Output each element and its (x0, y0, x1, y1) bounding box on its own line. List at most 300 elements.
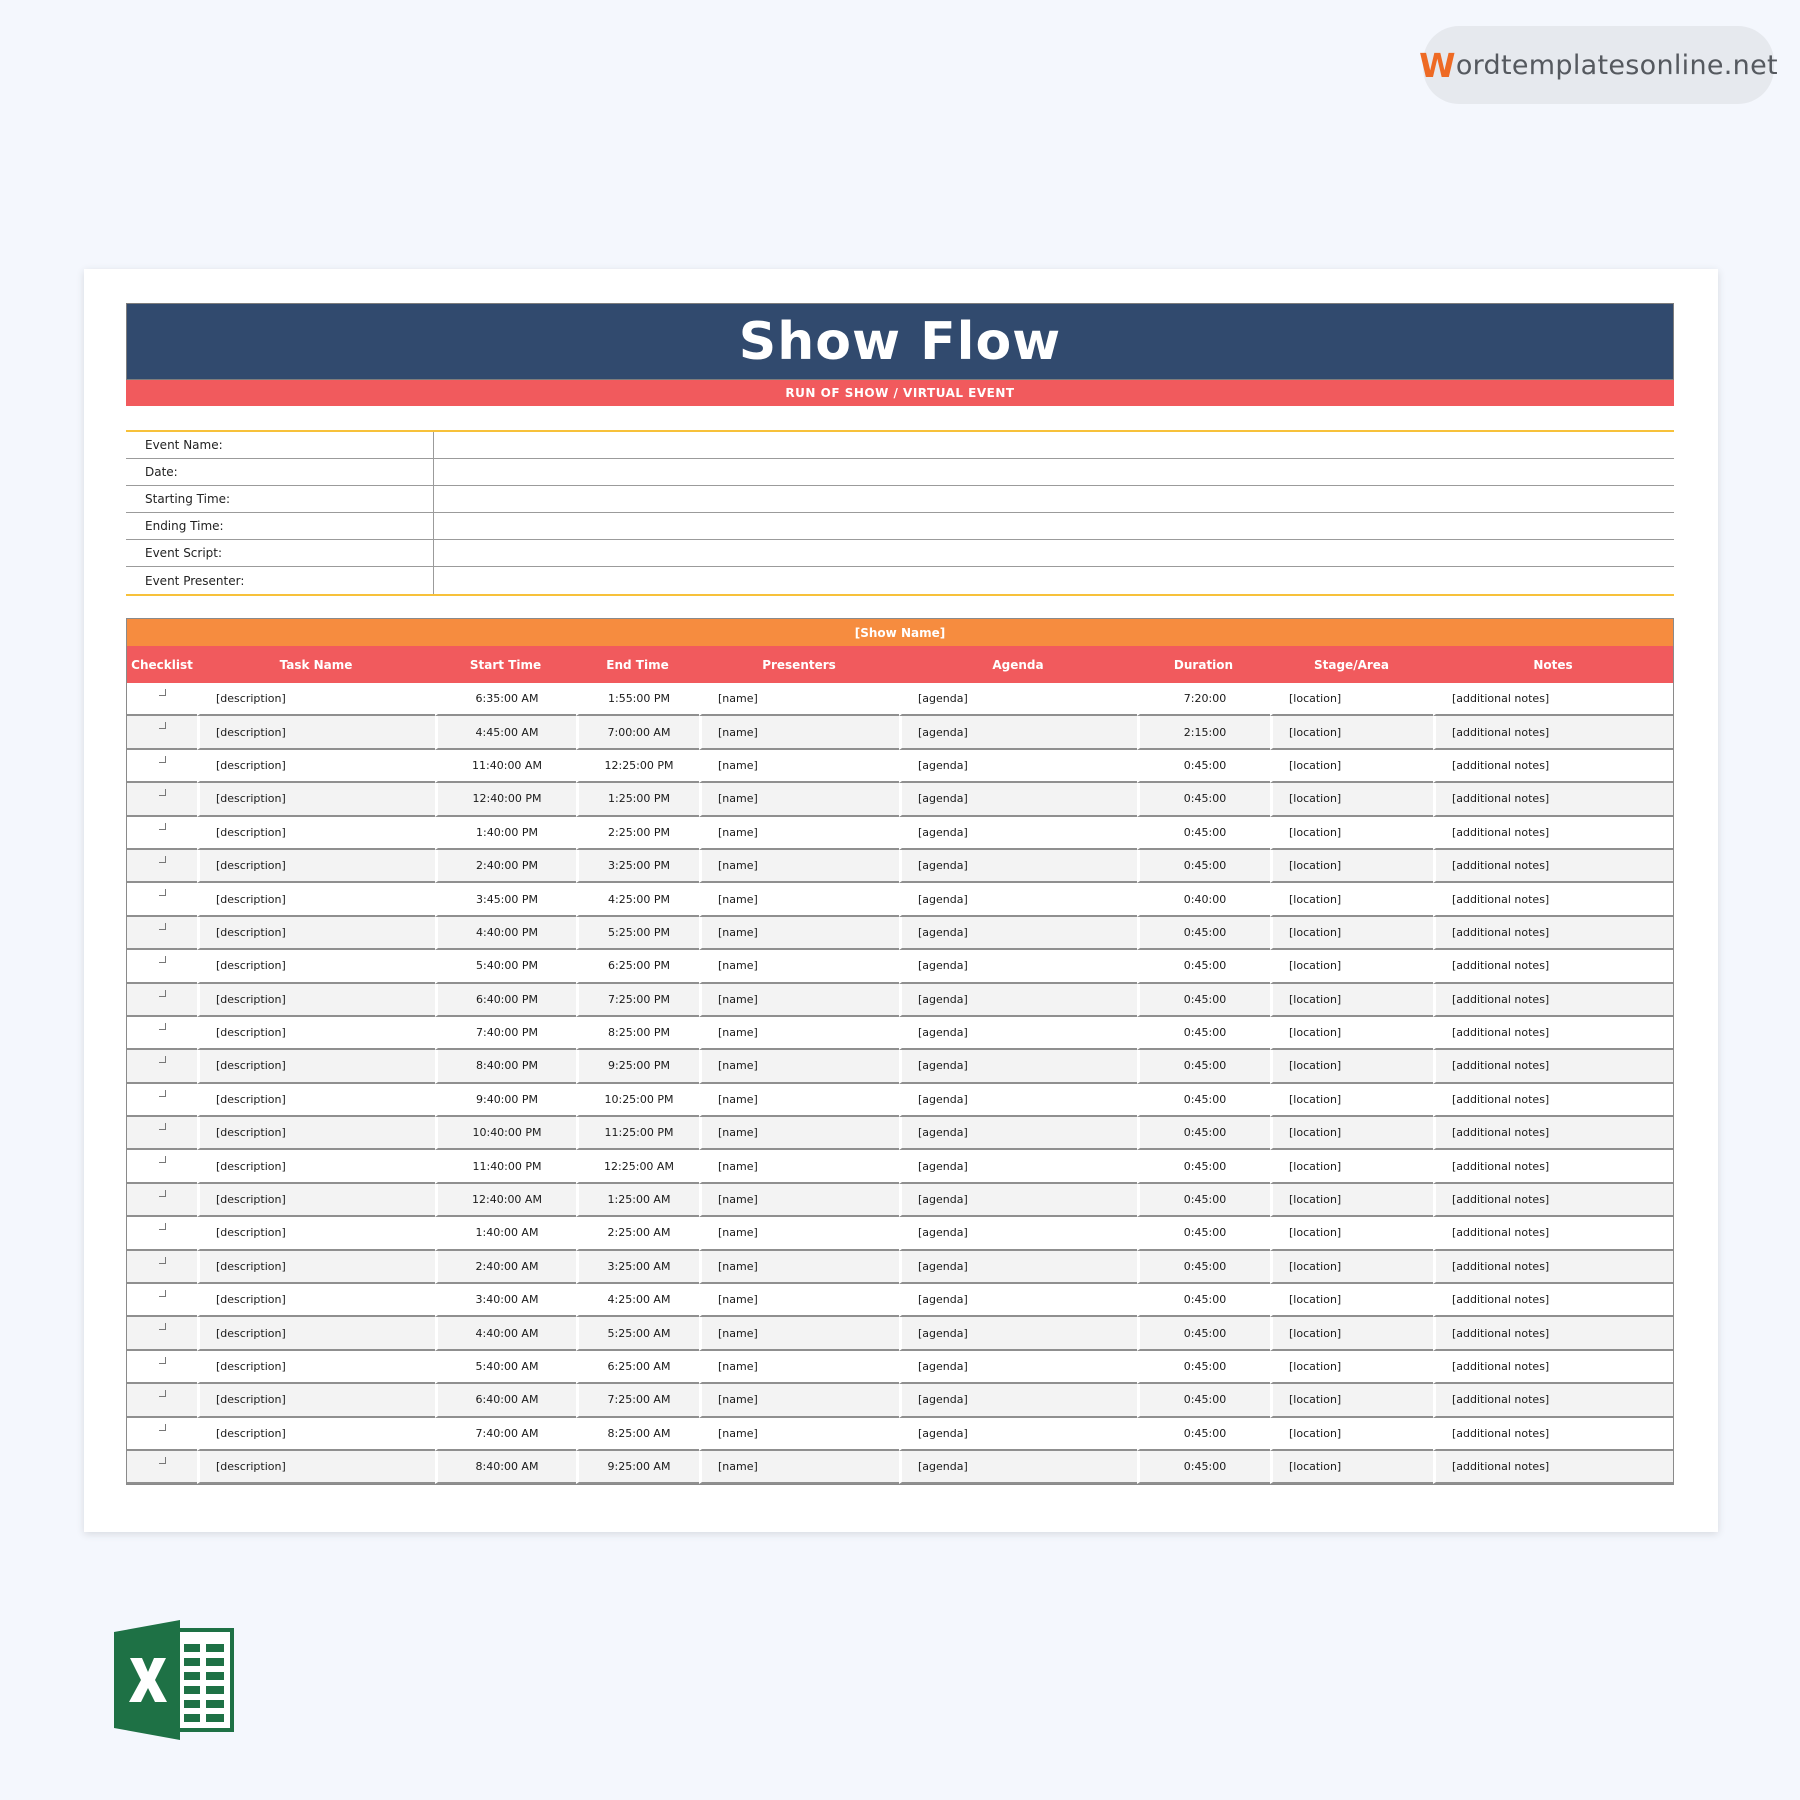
table-row (127, 1184, 1673, 1217)
document-page (84, 269, 1718, 1532)
brand-logo-text: ordtemplatesonline.net (1455, 49, 1778, 81)
agenda-cell: [agenda] (899, 1050, 1137, 1083)
stage-cell: [location] (1270, 984, 1433, 1017)
duration-cell: 2:15:00 (1137, 716, 1270, 749)
agenda-cell: [agenda] (899, 1418, 1137, 1451)
checkbox-icon[interactable] (159, 856, 166, 863)
agenda-cell: [agenda] (899, 817, 1137, 850)
start-time-cell: 5:40:00 PM (435, 950, 576, 983)
checklist-cell[interactable] (127, 716, 197, 749)
task-name-cell: [description] (197, 984, 435, 1017)
start-time-cell: 10:40:00 PM (435, 1117, 576, 1150)
checklist-cell[interactable] (127, 683, 197, 716)
presenter-cell: [name] (699, 883, 899, 916)
duration-cell: 0:45:00 (1137, 1251, 1270, 1284)
agenda-cell: [agenda] (899, 1084, 1137, 1117)
checkbox-icon[interactable] (159, 1290, 166, 1297)
table-row (127, 984, 1673, 1017)
stage-cell: [location] (1270, 1184, 1433, 1217)
agenda-cell: [agenda] (899, 950, 1137, 983)
start-time-cell: 5:40:00 AM (435, 1351, 576, 1384)
presenter-cell: [name] (699, 1351, 899, 1384)
start-time-cell: 2:40:00 PM (435, 850, 576, 883)
info-value-field[interactable] (434, 540, 1674, 566)
info-label: Starting Time: (126, 486, 434, 512)
info-value-field[interactable] (434, 486, 1674, 512)
presenter-cell: [name] (699, 683, 899, 716)
info-row-ending-time (126, 513, 1674, 540)
end-time-cell: 11:25:00 PM (576, 1117, 699, 1150)
start-time-cell: 1:40:00 PM (435, 817, 576, 850)
end-time-cell: 7:25:00 AM (576, 1384, 699, 1417)
checklist-cell[interactable] (127, 1150, 197, 1183)
event-info-table (126, 430, 1674, 596)
start-time-cell: 7:40:00 AM (435, 1418, 576, 1451)
table-row (127, 783, 1673, 816)
table-row (127, 883, 1673, 916)
checkbox-icon[interactable] (159, 722, 166, 729)
stage-cell: [location] (1270, 1251, 1433, 1284)
end-time-cell: 2:25:00 PM (576, 817, 699, 850)
checkbox-icon[interactable] (159, 1390, 166, 1397)
checklist-cell[interactable] (127, 1017, 197, 1050)
task-name-cell: [description] (197, 817, 435, 850)
agenda-cell: [agenda] (899, 1184, 1137, 1217)
stage-cell: [location] (1270, 1050, 1433, 1083)
end-time-cell: 7:25:00 PM (576, 984, 699, 1017)
stage-cell: [location] (1270, 917, 1433, 950)
agenda-cell: [agenda] (899, 750, 1137, 783)
end-time-cell: 1:25:00 PM (576, 783, 699, 816)
notes-cell: [additional notes] (1433, 1017, 1673, 1050)
column-header: Task Name (279, 657, 353, 672)
checklist-cell[interactable] (127, 1451, 197, 1484)
info-value-field[interactable] (434, 567, 1674, 594)
checkbox-icon[interactable] (159, 1257, 166, 1264)
checklist-cell[interactable] (127, 1351, 197, 1384)
stage-cell: [location] (1270, 1150, 1433, 1183)
notes-cell: [additional notes] (1433, 1217, 1673, 1250)
notes-cell: [additional notes] (1433, 1084, 1673, 1117)
stage-cell: [location] (1270, 1217, 1433, 1250)
agenda-cell: [agenda] (899, 850, 1137, 883)
presenter-cell: [name] (699, 783, 899, 816)
presenter-cell: [name] (699, 1150, 899, 1183)
task-name-cell: [description] (197, 750, 435, 783)
agenda-cell: [agenda] (899, 783, 1137, 816)
checkbox-icon[interactable] (159, 1056, 166, 1063)
stage-cell: [location] (1270, 1418, 1433, 1451)
checkbox-icon[interactable] (159, 789, 166, 796)
start-time-cell: 12:40:00 PM (435, 783, 576, 816)
presenter-cell: [name] (699, 1384, 899, 1417)
table-row (127, 817, 1673, 850)
start-time-cell: 11:40:00 PM (435, 1150, 576, 1183)
task-name-cell: [description] (197, 1418, 435, 1451)
end-time-cell: 8:25:00 PM (576, 1017, 699, 1050)
presenter-cell: [name] (699, 984, 899, 1017)
duration-cell: 0:45:00 (1137, 1117, 1270, 1150)
task-name-cell: [description] (197, 1150, 435, 1183)
stage-cell: [location] (1270, 1317, 1433, 1350)
task-name-cell: [description] (197, 1184, 435, 1217)
presenter-cell: [name] (699, 850, 899, 883)
checkbox-icon[interactable] (159, 1323, 166, 1330)
agenda-cell: [agenda] (899, 716, 1137, 749)
duration-cell: 0:45:00 (1137, 1150, 1270, 1183)
excel-icon (114, 1618, 238, 1742)
brand-logo (1419, 26, 1778, 104)
checkbox-icon[interactable] (159, 689, 166, 696)
checklist-cell[interactable] (127, 1117, 197, 1150)
checklist-cell[interactable] (127, 1284, 197, 1317)
checkbox-icon[interactable] (159, 1156, 166, 1163)
start-time-cell: 4:40:00 AM (435, 1317, 576, 1350)
table-row (127, 1017, 1673, 1050)
task-name-cell: [description] (197, 1351, 435, 1384)
info-label: Event Presenter: (126, 567, 434, 594)
end-time-cell: 7:00:00 AM (576, 716, 699, 749)
duration-cell: 7:20:00 (1137, 683, 1270, 716)
end-time-cell: 9:25:00 PM (576, 1050, 699, 1083)
agenda-cell: [agenda] (899, 917, 1137, 950)
end-time-cell: 12:25:00 AM (576, 1150, 699, 1183)
table-row (127, 917, 1673, 950)
notes-cell: [additional notes] (1433, 1317, 1673, 1350)
presenter-cell: [name] (699, 1117, 899, 1150)
checklist-cell[interactable] (127, 783, 197, 816)
task-name-cell: [description] (197, 1284, 435, 1317)
table-row (127, 750, 1673, 783)
info-value-field[interactable] (434, 432, 1674, 458)
task-name-cell: [description] (197, 917, 435, 950)
task-name-cell: [description] (197, 883, 435, 916)
column-header: Agenda (992, 657, 1044, 672)
info-value-field[interactable] (434, 513, 1674, 539)
end-time-cell: 6:25:00 AM (576, 1351, 699, 1384)
checkbox-icon[interactable] (159, 1223, 166, 1230)
task-name-cell: [description] (197, 850, 435, 883)
duration-cell: 0:45:00 (1137, 1451, 1270, 1484)
stage-cell: [location] (1270, 716, 1433, 749)
end-time-cell: 6:25:00 PM (576, 950, 699, 983)
column-header: Notes (1533, 657, 1573, 672)
stage-cell: [location] (1270, 683, 1433, 716)
stage-cell: [location] (1270, 1084, 1433, 1117)
stage-cell: [location] (1270, 1451, 1433, 1484)
task-name-cell: [description] (197, 950, 435, 983)
stage-cell: [location] (1270, 883, 1433, 916)
checklist-cell[interactable] (127, 750, 197, 783)
notes-cell: [additional notes] (1433, 1117, 1673, 1150)
agenda-cell: [agenda] (899, 984, 1137, 1017)
duration-cell: 0:45:00 (1137, 1384, 1270, 1417)
duration-cell: 0:45:00 (1137, 1050, 1270, 1083)
start-time-cell: 1:40:00 AM (435, 1217, 576, 1250)
notes-cell: [additional notes] (1433, 1351, 1673, 1384)
task-name-cell: [description] (197, 1050, 435, 1083)
checklist-cell[interactable] (127, 1317, 197, 1350)
duration-cell: 0:45:00 (1137, 750, 1270, 783)
table-row (127, 1351, 1673, 1384)
table-row (127, 1317, 1673, 1350)
start-time-cell: 8:40:00 AM (435, 1451, 576, 1484)
checkbox-icon[interactable] (159, 1190, 166, 1197)
stage-cell: [location] (1270, 1117, 1433, 1150)
presenter-cell: [name] (699, 950, 899, 983)
checklist-cell[interactable] (127, 984, 197, 1017)
duration-cell: 0:45:00 (1137, 950, 1270, 983)
checkbox-icon[interactable] (159, 923, 166, 930)
checkbox-icon[interactable] (159, 1090, 166, 1097)
agenda-cell: [agenda] (899, 683, 1137, 716)
presenter-cell: [name] (699, 716, 899, 749)
task-name-cell: [description] (197, 683, 435, 716)
checklist-cell[interactable] (127, 817, 197, 850)
checkbox-icon[interactable] (159, 1424, 166, 1431)
duration-cell: 0:45:00 (1137, 1284, 1270, 1317)
table-row (127, 1251, 1673, 1284)
duration-cell: 0:45:00 (1137, 1084, 1270, 1117)
stage-cell: [location] (1270, 850, 1433, 883)
table-row (127, 1150, 1673, 1183)
checkbox-icon[interactable] (159, 1457, 166, 1464)
duration-cell: 0:45:00 (1137, 984, 1270, 1017)
stage-cell: [location] (1270, 1384, 1433, 1417)
presenter-cell: [name] (699, 817, 899, 850)
stage-cell: [location] (1270, 1351, 1433, 1384)
table-row (127, 1384, 1673, 1417)
info-label: Event Script: (126, 540, 434, 566)
task-name-cell: [description] (197, 1251, 435, 1284)
notes-cell: [additional notes] (1433, 850, 1673, 883)
info-row-event-script (126, 540, 1674, 567)
checklist-cell[interactable] (127, 850, 197, 883)
end-time-cell: 9:25:00 AM (576, 1451, 699, 1484)
agenda-cell: [agenda] (899, 1351, 1137, 1384)
notes-cell: [additional notes] (1433, 984, 1673, 1017)
title-banner (126, 303, 1674, 380)
notes-cell: [additional notes] (1433, 716, 1673, 749)
task-name-cell: [description] (197, 783, 435, 816)
duration-cell: 0:45:00 (1137, 1017, 1270, 1050)
start-time-cell: 12:40:00 AM (435, 1184, 576, 1217)
info-label: Date: (126, 459, 434, 485)
notes-cell: [additional notes] (1433, 1284, 1673, 1317)
notes-cell: [additional notes] (1433, 783, 1673, 816)
show-name: [Show Name] (854, 625, 946, 640)
presenter-cell: [name] (699, 1251, 899, 1284)
table-row (127, 850, 1673, 883)
presenter-cell: [name] (699, 1451, 899, 1484)
table-header-row (127, 646, 1673, 683)
column-header: Duration (1173, 657, 1234, 672)
end-time-cell: 3:25:00 PM (576, 850, 699, 883)
spreadsheet (126, 303, 1674, 1485)
start-time-cell: 4:45:00 AM (435, 716, 576, 749)
agenda-cell: [agenda] (899, 1117, 1137, 1150)
duration-cell: 0:45:00 (1137, 1418, 1270, 1451)
notes-cell: [additional notes] (1433, 1384, 1673, 1417)
start-time-cell: 8:40:00 PM (435, 1050, 576, 1083)
notes-cell: [additional notes] (1433, 817, 1673, 850)
start-time-cell: 6:35:00 AM (435, 683, 576, 716)
end-time-cell: 4:25:00 AM (576, 1284, 699, 1317)
subtitle-banner (126, 380, 1674, 406)
presenter-cell: [name] (699, 917, 899, 950)
start-time-cell: 9:40:00 PM (435, 1084, 576, 1117)
end-time-cell: 1:25:00 AM (576, 1184, 699, 1217)
table-row (127, 1418, 1673, 1451)
agenda-cell: [agenda] (899, 1384, 1137, 1417)
end-time-cell: 3:25:00 AM (576, 1251, 699, 1284)
checkbox-icon[interactable] (159, 756, 166, 763)
checklist-cell[interactable] (127, 1384, 197, 1417)
start-time-cell: 7:40:00 PM (435, 1017, 576, 1050)
checkbox-icon[interactable] (159, 990, 166, 997)
duration-cell: 0:45:00 (1137, 1351, 1270, 1384)
end-time-cell: 2:25:00 AM (576, 1217, 699, 1250)
column-header: Stage/Area (1313, 657, 1390, 672)
notes-cell: [additional notes] (1433, 1184, 1673, 1217)
end-time-cell: 5:25:00 PM (576, 917, 699, 950)
table-row (127, 1117, 1673, 1150)
presenter-cell: [name] (699, 1017, 899, 1050)
checklist-cell[interactable] (127, 950, 197, 983)
stage-cell: [location] (1270, 1017, 1433, 1050)
checkbox-icon[interactable] (159, 1123, 166, 1130)
column-header: Start Time (469, 657, 542, 672)
duration-cell: 0:45:00 (1137, 1317, 1270, 1350)
table-row (127, 1050, 1673, 1083)
agenda-cell: [agenda] (899, 1451, 1137, 1484)
checklist-cell[interactable] (127, 1084, 197, 1117)
agenda-cell: [agenda] (899, 1017, 1137, 1050)
end-time-cell: 1:55:00 PM (576, 683, 699, 716)
checklist-cell[interactable] (127, 1251, 197, 1284)
task-name-cell: [description] (197, 716, 435, 749)
agenda-cell: [agenda] (899, 1251, 1137, 1284)
start-time-cell: 11:40:00 AM (435, 750, 576, 783)
stage-cell: [location] (1270, 1284, 1433, 1317)
agenda-cell: [agenda] (899, 1317, 1137, 1350)
checklist-cell[interactable] (127, 1217, 197, 1250)
notes-cell: [additional notes] (1433, 1451, 1673, 1484)
start-time-cell: 4:40:00 PM (435, 917, 576, 950)
table-row (127, 716, 1673, 749)
start-time-cell: 3:40:00 AM (435, 1284, 576, 1317)
notes-cell: [additional notes] (1433, 917, 1673, 950)
end-time-cell: 5:25:00 AM (576, 1317, 699, 1350)
task-name-cell: [description] (197, 1217, 435, 1250)
checkbox-icon[interactable] (159, 1357, 166, 1364)
table-row (127, 1084, 1673, 1117)
notes-cell: [additional notes] (1433, 883, 1673, 916)
checklist-cell[interactable] (127, 1418, 197, 1451)
end-time-cell: 8:25:00 AM (576, 1418, 699, 1451)
duration-cell: 0:45:00 (1137, 850, 1270, 883)
notes-cell: [additional notes] (1433, 1251, 1673, 1284)
info-row-date (126, 459, 1674, 486)
info-row-event-name (126, 432, 1674, 459)
task-name-cell: [description] (197, 1017, 435, 1050)
task-name-cell: [description] (197, 1084, 435, 1117)
checkbox-icon[interactable] (159, 889, 166, 896)
agenda-cell: [agenda] (899, 1150, 1137, 1183)
duration-cell: 0:45:00 (1137, 1217, 1270, 1250)
table-row (127, 1451, 1673, 1484)
document-subtitle: RUN OF SHOW / VIRTUAL EVENT (785, 386, 1015, 400)
notes-cell: [additional notes] (1433, 750, 1673, 783)
checklist-cell[interactable] (127, 1184, 197, 1217)
agenda-cell: [agenda] (899, 1217, 1137, 1250)
column-header: End Time (606, 657, 669, 672)
presenter-cell: [name] (699, 1284, 899, 1317)
show-name-banner (127, 619, 1673, 646)
end-time-cell: 4:25:00 PM (576, 883, 699, 916)
task-name-cell: [description] (197, 1117, 435, 1150)
start-time-cell: 6:40:00 PM (435, 984, 576, 1017)
presenter-cell: [name] (699, 750, 899, 783)
presenter-cell: [name] (699, 1418, 899, 1451)
stage-cell: [location] (1270, 750, 1433, 783)
task-name-cell: [description] (197, 1451, 435, 1484)
duration-cell: 0:45:00 (1137, 783, 1270, 816)
duration-cell: 0:40:00 (1137, 883, 1270, 916)
notes-cell: [additional notes] (1433, 1150, 1673, 1183)
info-label: Event Name: (126, 432, 434, 458)
info-row-starting-time (126, 486, 1674, 513)
notes-cell: [additional notes] (1433, 950, 1673, 983)
checkbox-icon[interactable] (159, 823, 166, 830)
column-header: Presenters (762, 657, 836, 672)
duration-cell: 0:45:00 (1137, 817, 1270, 850)
info-value-field[interactable] (434, 459, 1674, 485)
end-time-cell: 10:25:00 PM (576, 1084, 699, 1117)
brand-logo-initial: W (1419, 45, 1456, 85)
checklist-cell[interactable] (127, 883, 197, 916)
document-title: Show Flow (738, 311, 1062, 372)
stage-cell: [location] (1270, 950, 1433, 983)
info-row-event-presenter (126, 567, 1674, 594)
duration-cell: 0:45:00 (1137, 1184, 1270, 1217)
checkbox-icon[interactable] (159, 1023, 166, 1030)
end-time-cell: 12:25:00 PM (576, 750, 699, 783)
start-time-cell: 3:45:00 PM (435, 883, 576, 916)
stage-cell: [location] (1270, 817, 1433, 850)
agenda-cell: [agenda] (899, 883, 1137, 916)
notes-cell: [additional notes] (1433, 683, 1673, 716)
duration-cell: 0:45:00 (1137, 917, 1270, 950)
checkbox-icon[interactable] (159, 956, 166, 963)
checklist-cell[interactable] (127, 917, 197, 950)
start-time-cell: 2:40:00 AM (435, 1251, 576, 1284)
stage-cell: [location] (1270, 783, 1433, 816)
schedule-table (126, 618, 1674, 1485)
notes-cell: [additional notes] (1433, 1050, 1673, 1083)
presenter-cell: [name] (699, 1217, 899, 1250)
presenter-cell: [name] (699, 1317, 899, 1350)
agenda-cell: [agenda] (899, 1284, 1137, 1317)
notes-cell: [additional notes] (1433, 1418, 1673, 1451)
task-name-cell: [description] (197, 1384, 435, 1417)
column-header: Checklist (131, 657, 193, 672)
table-row (127, 950, 1673, 983)
table-row (127, 1217, 1673, 1250)
presenter-cell: [name] (699, 1050, 899, 1083)
info-label: Ending Time: (126, 513, 434, 539)
checklist-cell[interactable] (127, 1050, 197, 1083)
